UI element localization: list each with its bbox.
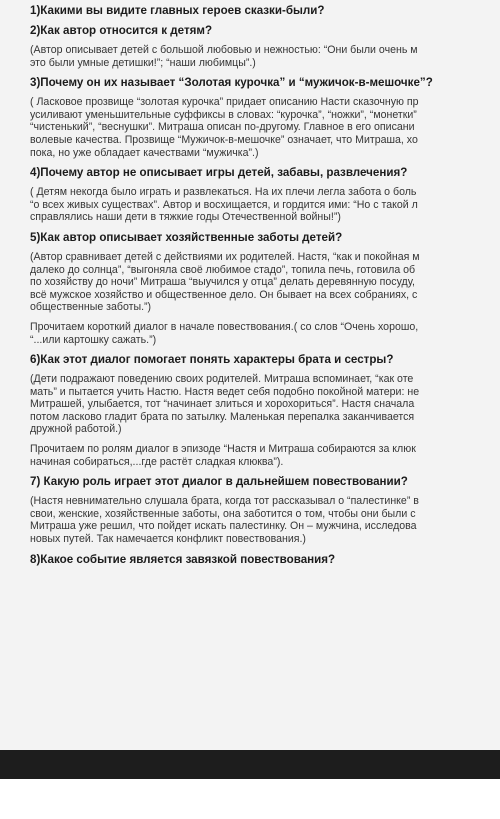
question-heading: 1)Какими вы видите главных героев сказки-были? xyxy=(30,4,325,17)
answer-paragraph xyxy=(30,373,500,436)
answer-paragraph xyxy=(30,443,500,468)
question-heading: 5)Как автор описывает хозяйственные заботы детей? xyxy=(30,230,343,244)
paragraph-line: всё мужское хозяйство и общественное дело. Он бывает на всех собраниях, с xyxy=(30,288,418,301)
question-heading: 4)Почему автор не описывает игры детей, забавы, развлечения? xyxy=(30,166,408,180)
paragraph-line: Прочитаем короткий диалог в начале повествования.( со слов “Очень хорошо, xyxy=(30,320,419,333)
answer-paragraph xyxy=(30,495,500,545)
paragraph-line: справлялись наши дети в тяжкие годы Отечественной войны!”) xyxy=(30,211,341,224)
bottom-margin xyxy=(0,779,500,819)
paragraph-line: (Автор сравнивает детей с действиями их родителей. Настя, “как и покойная м xyxy=(30,250,420,263)
paragraph-line: общественные заботы.”) xyxy=(30,301,152,314)
paragraph-line: начиная собираться,...где растёт сладкая клюква”). xyxy=(30,455,284,468)
paragraph-line: новых путей. Так намечается конфликт повествования.) xyxy=(30,533,306,546)
paragraph-line: Митрашей, улыбается, тот “начинает злиться и хорохориться”. Настя сначала xyxy=(30,398,415,411)
paragraph-line: это были умные детишки!”; “наши любимцы”.) xyxy=(30,56,256,69)
paragraph-line: Митраша уже решил, что пойдет искать палестинку. Он – мужчина, исследова xyxy=(30,520,417,533)
paragraph-line: (Настя невнимательно слушала брата, когда тот рассказывал о “палестинке” в xyxy=(30,495,419,508)
paragraph-line: (Дети подражают поведению своих родителей. Митраша вспоминает, “как оте xyxy=(30,373,414,386)
paragraph-line: волевые качества. Прозвище “Мужичок-в-мешочке” означает, что Митраша, хо xyxy=(30,133,418,146)
paragraph-line: (Автор описывает детей с большой любовью и нежностью: “Они были очень м xyxy=(30,44,418,56)
paragraph-line: свои, женские, хозяйственные заботы, она заботится о том, чтобы они были с xyxy=(30,507,416,520)
paragraph-line: Прочитаем по ролям диалог в эпизоде “Настя и Митраша собираются за клюк xyxy=(30,443,416,456)
document-text xyxy=(30,4,500,573)
paragraph-line: усиливают уменьшительные суффиксы в словах: “курочка”, “ножки”, “монетки” xyxy=(30,108,417,121)
answer-paragraph xyxy=(30,321,500,346)
paragraph-line: “о всех живых существах”. Автор и восхищается, и гордится ими: “Но с такой л xyxy=(30,198,418,211)
paragraph-line: “...или картошку сажать.”) xyxy=(30,333,157,346)
paragraph-line: пока, но уже обладает качествами “мужичка”.) xyxy=(30,146,259,159)
paragraph-line: “чистенький”, “веснушки”. Митраша описан по-другому. Главное в его описани xyxy=(30,121,415,134)
answer-paragraph xyxy=(30,186,500,224)
bottom-dark-bar xyxy=(0,750,500,779)
paragraph-line: ( Ласковое прозвище “золотая курочка” придает описанию Насти сказочную пр xyxy=(30,96,419,109)
question-heading: 3)Почему он их называет “Золотая курочка” и “мужичок-в-мешочке”? xyxy=(30,76,433,90)
question-heading: 8)Какое событие является завязкой повествования? xyxy=(30,552,336,566)
answer-paragraph xyxy=(30,251,500,314)
paragraph-line: дружной работой.) xyxy=(30,423,122,436)
answer-paragraph xyxy=(30,44,500,69)
paragraph-line: потом ласково гладит брата по затылку. Маленькая перепалка заканчивается xyxy=(30,410,415,423)
paragraph-line: мать” и пытается учить Настю. Настя ведет себя подобно покойной матери: не xyxy=(30,385,420,398)
question-heading: 7) Какую роль играет этот диалог в дальнейшем повествовании? xyxy=(30,475,408,489)
paragraph-line: далеко до солнца”, “выгоняла своё любимое стадо”, топила печь, готовила об xyxy=(30,263,416,276)
question-heading: 6)Как этот диалог помогает понять характеры брата и сестры? xyxy=(30,353,394,367)
paragraph-line: ( Детям некогда было играть и развлекаться. На их плечи легла забота о боль xyxy=(30,186,417,199)
question-heading: 2)Как автор относится к детям? xyxy=(30,24,213,37)
paragraph-line: по хозяйству до ночи” Митраша “выучился у отца” делать деревянную посуду, xyxy=(30,276,415,289)
answer-paragraph xyxy=(30,96,500,159)
